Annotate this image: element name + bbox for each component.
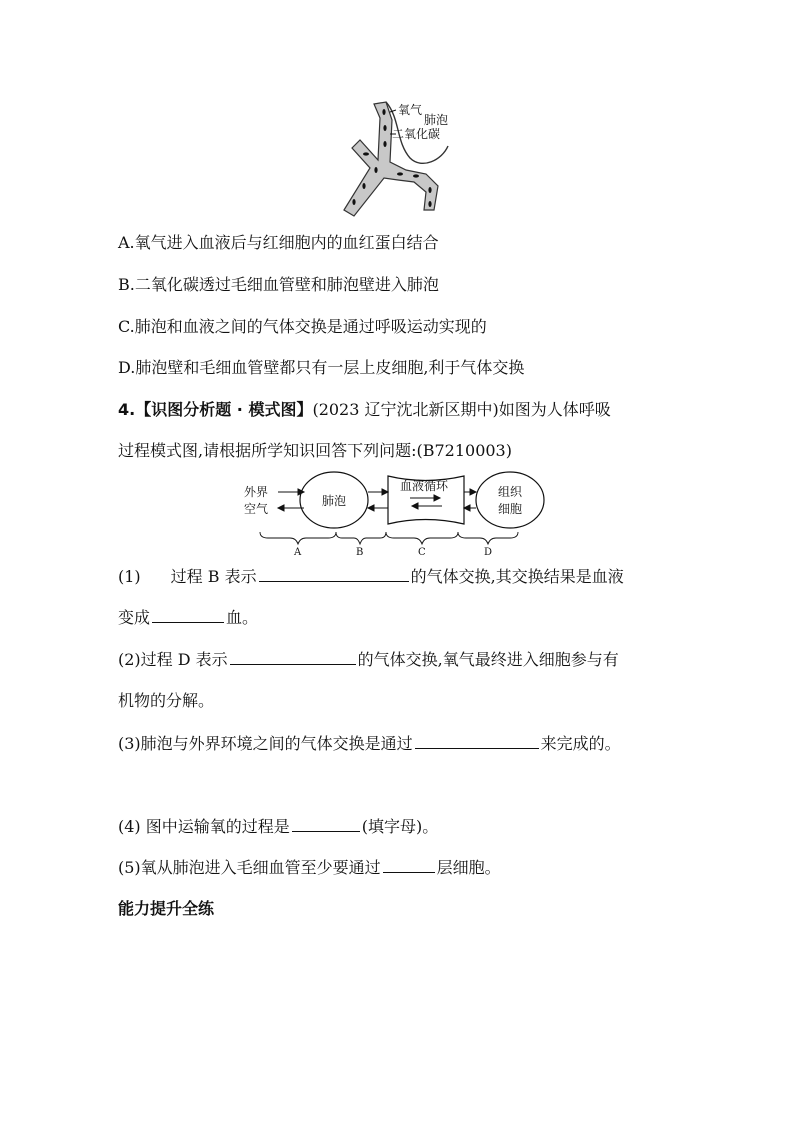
brace-label-a: A [294,547,302,558]
label-alveolus: 肺泡 [424,113,449,127]
subquestion-4 [118,815,438,838]
answer-blank-1a[interactable] [259,565,409,582]
label-co2: 二氧化碳 [392,127,441,141]
subquestion-2-text-b: 的气体交换,氧气最终进入细胞参与有 [357,650,619,669]
alveolus-capillary-figure [330,98,470,218]
question-source: (2023 辽宁沈北新区期中)如图为人体呼吸 [312,400,611,419]
label-blood-circulation: 血液循环 [400,479,449,493]
option-a: A.氧气进入血液后与红细胞内的血红蛋白结合 [118,233,439,252]
respiration-process-diagram [238,470,558,560]
subquestion-1-line1 [118,565,624,588]
answer-blank-3[interactable] [415,732,539,749]
subquestion-1-number: (1) [118,567,141,586]
brace-label-b: B [356,547,364,558]
subquestion-2-line2: 机物的分解。 [118,691,215,710]
answer-blank-1b[interactable] [152,606,224,623]
question-number: 4. [118,400,136,419]
subquestion-1-text-c: 变成 [118,608,151,627]
brace-label-d: D [484,547,493,558]
option-d: D.肺泡壁和毛细血管壁都只有一层上皮细胞,利于气体交换 [118,358,525,377]
answer-blank-2[interactable] [230,648,356,665]
subquestion-1-text-b: 的气体交换,其交换结果是血液 [410,567,624,586]
subquestion-1-text-d: 血。 [226,608,259,627]
subquestion-5-text-b: 层细胞。 [436,858,501,877]
question-tag: 【识图分析题 · 模式图】 [135,400,313,419]
subquestion-5-text-a: (5)氧从肺泡进入毛细血管至少要通过 [118,858,381,877]
subquestion-4-text-a: (4) 图中运输氧的过程是 [118,817,290,836]
section-heading: 能力提升全练 [118,899,215,918]
answer-blank-4[interactable] [292,815,360,832]
label-tissue-2: 细胞 [498,502,523,516]
brace-label-c: C [418,547,426,558]
option-c: C.肺泡和血液之间的气体交换是通过呼吸运动实现的 [118,317,487,336]
label-oxygen: 氧气 [398,103,423,117]
subquestion-3-text-a: (3)肺泡与外界环境之间的气体交换是通过 [118,734,413,753]
label-tissue-1: 组织 [498,485,523,499]
subquestion-5 [118,856,501,879]
subquestion-2-text-a: (2)过程 D 表示 [118,650,228,669]
subquestion-1-text-a: 过程 B 表示 [170,567,257,586]
subquestion-4-text-b: (填字母)。 [361,817,439,836]
subquestion-3-text-b: 来完成的。 [540,734,621,753]
label-alveolus-mid: 肺泡 [322,494,347,508]
question-4-intro-line2: 过程模式图,请根据所学知识回答下列问题:(B7210003) [118,441,512,460]
subquestion-2-line1 [118,648,619,671]
subquestion-3 [118,732,621,755]
label-outside-1: 外界 [244,485,269,499]
answer-blank-5[interactable] [383,856,435,873]
option-b: B.二氧化碳透过毛细血管壁和肺泡壁进入肺泡 [118,275,439,294]
question-4-intro [118,399,611,421]
label-outside-2: 空气 [244,502,269,516]
subquestion-1-line2 [118,606,258,629]
